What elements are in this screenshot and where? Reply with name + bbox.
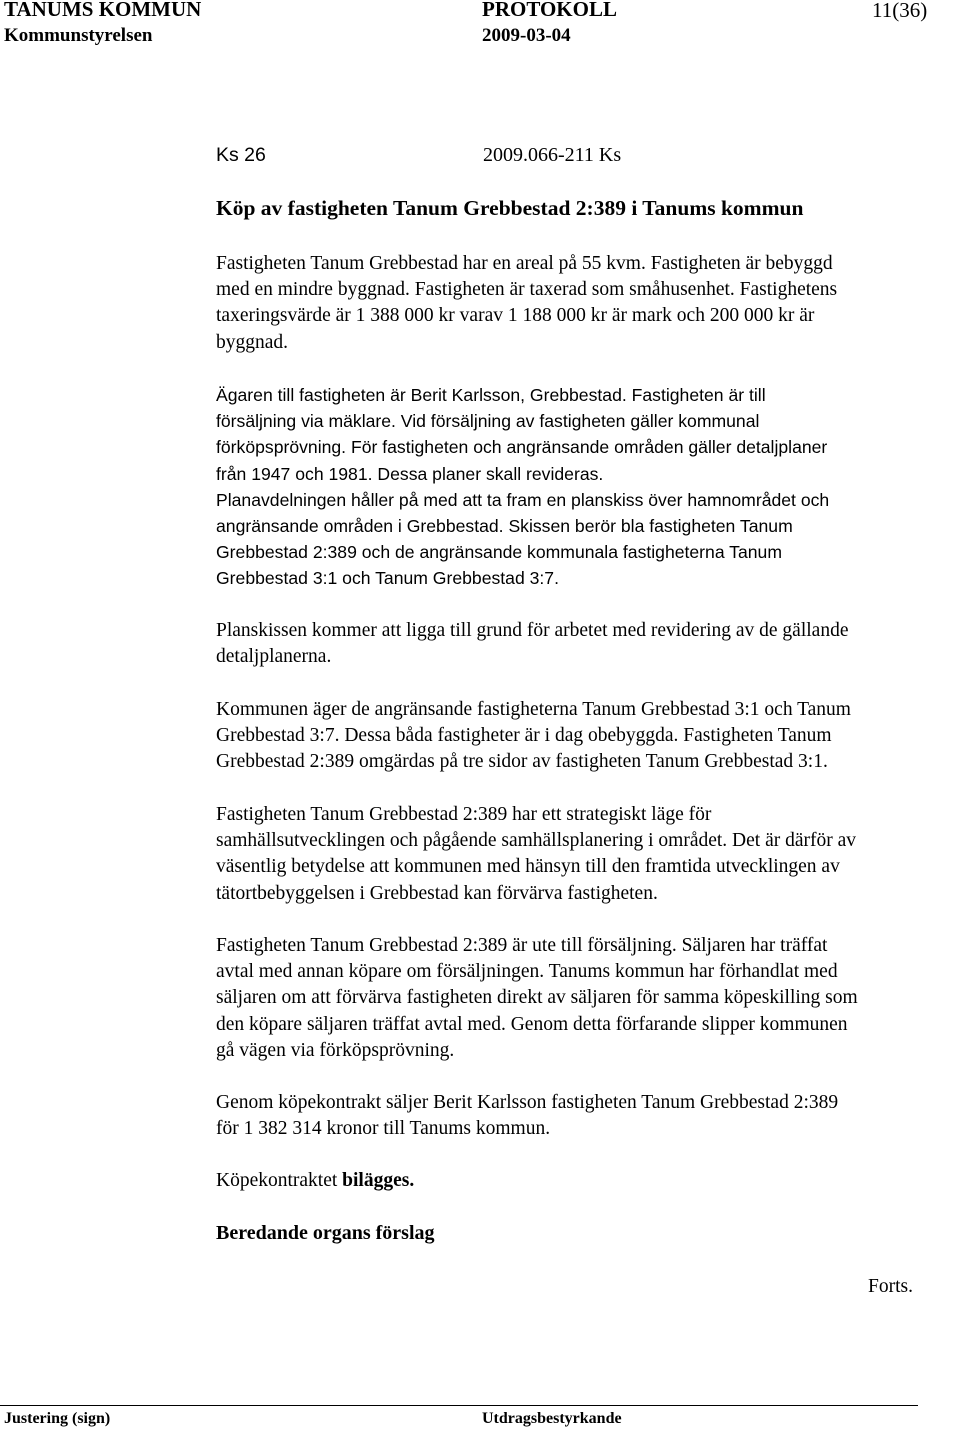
- text-line: Grebbestad 3:1 och Tanum Grebbestad 3:7.: [216, 568, 559, 589]
- attachment-prefix: Köpekontraktet: [216, 1170, 343, 1191]
- text-line: förköpsprövning. För fastigheten och angränsande områden gäller detaljplaner: [216, 437, 828, 458]
- footer-rule: [0, 1405, 918, 1406]
- text-line: tätortbebyggelsen i Grebbestad kan förvärva fastigheten.: [216, 882, 658, 904]
- text-line: detaljplanerna.: [216, 646, 332, 668]
- paragraph-property-description: [216, 251, 837, 356]
- text-line: den köpare säljaren träffat avtal med. Genom detta förfarande slipper kommunen: [216, 1013, 848, 1035]
- text-line: Grebbestad 2:389 och de angränsande kommunala fastigheterna Tanum: [216, 542, 782, 563]
- attachment-bold: bilägges.: [342, 1170, 415, 1191]
- board-name: Kommunstyrelsen: [4, 25, 153, 46]
- text-line: Fastigheten Tanum Grebbestad 2:389 är ute till försäljning. Säljaren har träffat: [216, 935, 828, 956]
- paragraph-plan-sketch: [216, 618, 848, 670]
- text-line: med en mindre byggnad. Fastigheten är taxerad som småhusenhet. Fastighetens: [216, 279, 838, 301]
- paragraph-adjacent-properties: [216, 697, 851, 776]
- page-number: 11(36): [872, 0, 928, 22]
- text-line: från 1947 och 1981. Dessa planer skall revideras.: [216, 463, 604, 484]
- continued-marker: Forts.: [868, 1276, 913, 1297]
- case-number: Ks 26: [216, 144, 266, 166]
- text-line: Kommunen äger de angränsande fastigheterna Tanum Grebbestad 3:1 och Tanum: [216, 699, 851, 720]
- text-line: Ägaren till fastigheten är Berit Karlsson, Grebbestad. Fastigheten är till: [216, 385, 766, 405]
- paragraph-negotiation: [216, 933, 858, 1064]
- org-name: TANUMS KOMMUN: [4, 0, 202, 21]
- text-line: samhällsutvecklingen och pågående samhällsplanering i området. Det är därför av: [216, 830, 857, 852]
- paragraph-purchase-contract: [216, 1090, 838, 1142]
- document-type: PROTOKOLL: [482, 0, 617, 21]
- paragraph-strategic-location: [216, 802, 856, 907]
- text-line: avtal med annan köpare om försäljningen. Tanums kommun har förhandlat med: [216, 961, 838, 983]
- case-reference: 2009.066-211 Ks: [483, 144, 622, 166]
- proposal-heading: Beredande organs förslag: [216, 1222, 435, 1244]
- text-line: Fastigheten Tanum Grebbestad har en areal på 55 kvm. Fastigheten är bebyggd: [216, 253, 833, 274]
- footer-justering: Justering (sign): [4, 1410, 111, 1427]
- text-line: säljaren om att förvärva fastigheten direkt av säljaren för samma köpeskilling som: [216, 987, 858, 1009]
- text-line: Fastigheten Tanum Grebbestad 2:389 har ett strategiskt läge för: [216, 804, 712, 825]
- text-line: väsentlig betydelse att kommunen med hänsyn till den framtida utvecklingen av: [216, 856, 840, 878]
- text-line: för 1 382 314 kronor till Tanums kommun.: [216, 1118, 551, 1140]
- paragraph-owner-and-plans: [216, 382, 829, 592]
- footer-utdragsbestyrkande: Utdragsbestyrkande: [482, 1410, 622, 1427]
- text-line: försäljning via mäklare. Vid försäljning av fastigheten gäller kommunal: [216, 411, 760, 432]
- attachment-note: [216, 1170, 414, 1192]
- text-line: Planavdelningen håller på med att ta fram en planskiss över hamnområdet och: [216, 489, 830, 510]
- text-line: Grebbestad 3:7. Dessa båda fastigheter är i dag obebyggda. Fastigheten Tanum: [216, 725, 832, 747]
- text-line: angränsande områden i Grebbestad. Skissen berör bla fastigheten Tanum: [216, 516, 793, 537]
- text-line: Genom köpekontrakt säljer Berit Karlsson fastigheten Tanum Grebbestad 2:389: [216, 1092, 839, 1113]
- text-line: Planskissen kommer att ligga till grund för arbetet med revidering av de gällande: [216, 620, 849, 641]
- text-line: taxeringsvärde är 1 388 000 kr varav 1 188 000 kr är mark och 200 000 kr är: [216, 305, 815, 327]
- text-line: Grebbestad 2:389 omgärdas på tre sidor av fastigheten Tanum Grebbestad 3:1.: [216, 751, 828, 773]
- case-title: Köp av fastigheten Tanum Grebbestad 2:389 i Tanums kommun: [216, 196, 804, 220]
- meeting-date: 2009-03-04: [482, 25, 571, 46]
- text-line: gå vägen via förköpsprövning.: [216, 1039, 455, 1061]
- text-line: byggnad.: [216, 331, 289, 353]
